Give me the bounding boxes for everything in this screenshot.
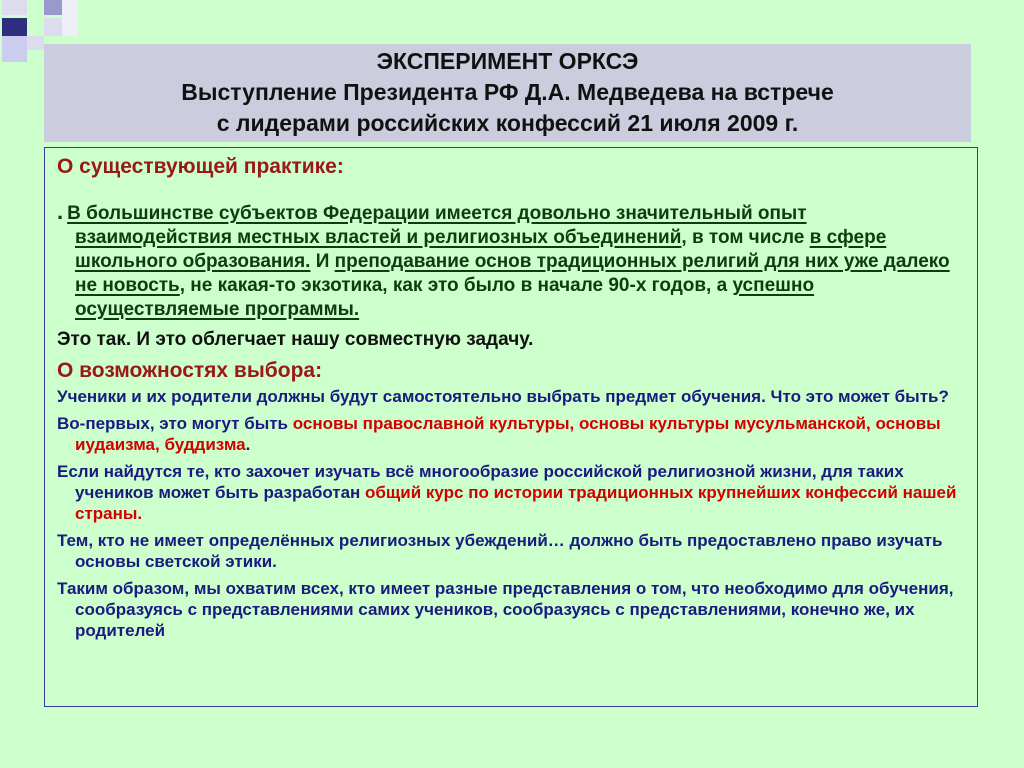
title-line-2: Выступление Президента РФ Д.А. Медведева на встрече — [181, 79, 834, 105]
quote-part: В большинстве субъектов Федерации имеется довольно значительный опыт взаимодействия местных властей и религиозных объединений — [67, 203, 807, 248]
quote-part: , в том числе — [681, 227, 810, 248]
choice-paragraph-3 — [57, 461, 965, 524]
decor-square — [2, 18, 27, 36]
text-span: Если найдутся те, кто захочет изучать всё многообразие российской религиозной жизни, для таких учеников может быть разработан — [57, 462, 904, 502]
choice-paragraph-5: Таким образом, мы охватим всех, кто имеет разные представления о том, что необходимо для обучения, сообразуясь с представлениями самих учеников, сообразуясь с представлениями, конечно же, их родителей — [57, 579, 954, 640]
title-line-3: с лидерами российских конфессий 21 июля 2009 г. — [216, 110, 799, 136]
choice-paragraph-4: Тем, кто не имеет определённых религиозных убеждений… должно быть предоставлено право изучать основы светской этики. — [57, 531, 943, 571]
content-box — [44, 147, 978, 707]
title-line-1: ЭКСПЕРИМЕНТ ОРКСЭ — [376, 48, 639, 74]
quote-paragraph — [57, 200, 965, 322]
highlight-text: основы православной культуры, основы культуры мусульманской, основы иудаизма, буддизма — [75, 414, 941, 454]
decor-square — [44, 0, 62, 15]
quote-part: успешно осуществляемые программы. — [75, 275, 815, 320]
section-heading-practice: О существующей практике: — [57, 155, 344, 178]
highlight-text: общий курс по истории традиционных крупнейших конфессий нашей страны. — [75, 483, 957, 523]
summary-text: Это так. И это облегчает нашу совместную задачу. — [57, 329, 534, 350]
text-span: . — [245, 435, 251, 454]
choice-paragraph-2 — [57, 413, 965, 455]
decor-square — [62, 0, 78, 36]
slide-title — [44, 44, 971, 142]
quote-part: , не какая-то экзотика, как это было в начале 90-х годов, а — [179, 275, 733, 296]
decor-square — [26, 36, 44, 50]
quote-part: преподавание основ традиционных религий для них уже далеко не новость — [75, 251, 950, 296]
quote-part: в сфере школьного образования. — [75, 227, 887, 272]
section-heading-choice: О возможностях выбора: — [57, 359, 323, 382]
choice-paragraph-1: Ученики и их родители должны будут самостоятельно выбрать предмет обучения. Что это может быть? — [57, 387, 949, 406]
text-span: Во-первых, это могут быть — [57, 414, 293, 433]
decor-square — [2, 36, 27, 62]
bullet-dot: . — [57, 199, 64, 224]
quote-part: И — [310, 251, 335, 272]
decor-square — [2, 0, 27, 15]
decor-square — [44, 18, 62, 36]
